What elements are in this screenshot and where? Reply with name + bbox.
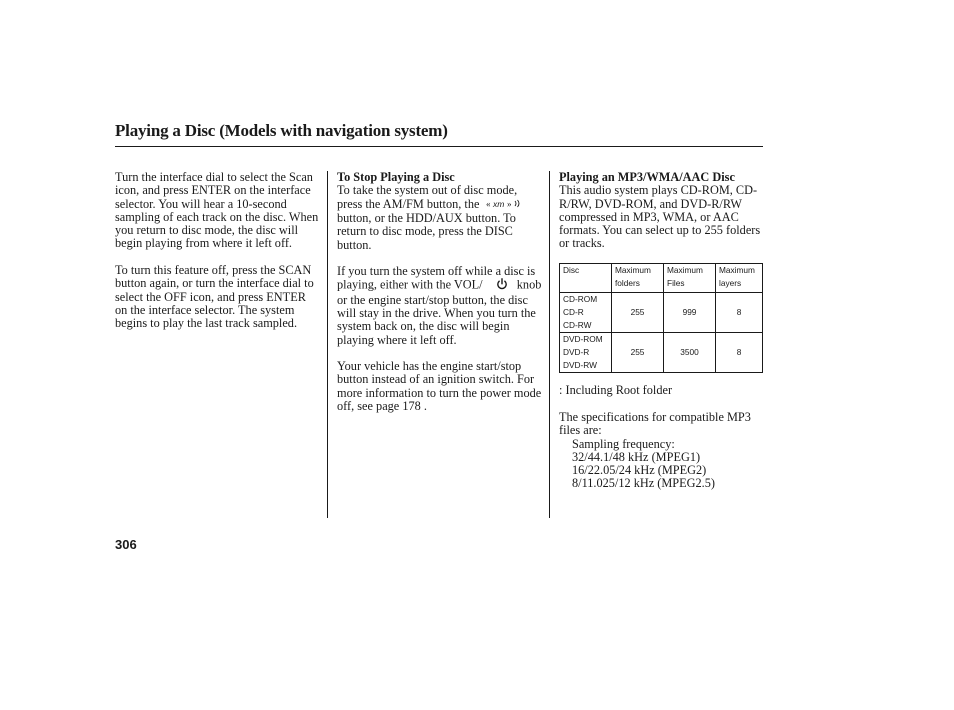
table-cell-disc: CD-ROM CD-R CD-RW (560, 293, 612, 333)
table-cell-files: 999 (664, 293, 716, 333)
table-header-row (560, 264, 763, 293)
power-icon (496, 278, 508, 293)
svg-text:»: » (506, 198, 512, 209)
table-footnote: : Including Root folder (559, 383, 673, 397)
table-row (560, 333, 763, 373)
stop-disc-heading: To Stop Playing a Disc (337, 170, 455, 184)
svg-text:«: « (485, 198, 491, 209)
scan-paragraph: Turn the interface dial to select the Scan icon, and press ENTER on the interface selector. You will hear a 10-second sampling of each track on the disc. When you return to disc mode, the disc will begin playing from where it left off. (115, 170, 319, 251)
spec-line: Sampling frequency: (572, 436, 675, 451)
table-cell-disc: DVD-ROM DVD-R DVD-RW (560, 333, 612, 373)
table-cell-layers: 8 (716, 333, 763, 373)
xm-radio-icon (486, 198, 524, 212)
mp3-disc-paragraph: This audio system plays CD-ROM, CD-R/RW, DVD-ROM, and DVD-R/RW compressed in MP3, WMA, or AAC formats. You can select up to 255 folders or tracks. (559, 183, 761, 251)
title-divider (115, 146, 763, 147)
disc-spec-table (559, 263, 763, 373)
scan-off-paragraph: To turn this feature off, press the SCAN button again, or turn the interface dial to select the OFF icon, and press ENTER on the interface selector. The system begins to play the last track sampled. (115, 263, 314, 331)
table-cell-folders: 255 (612, 293, 664, 333)
section-title: Playing a Disc (Models with navigation system) (115, 121, 448, 140)
table-header-cell: Disc (560, 264, 612, 293)
table-header-cell: Maximum Files (664, 264, 716, 293)
spec-line: 32/44.1/48 kHz (MPEG1) (572, 449, 701, 464)
mp3-disc-heading: Playing an MP3/WMA/AAC Disc (559, 170, 735, 184)
power-off-text-1: If you turn the system off while a disc is playing, either with the VOL/ (337, 264, 536, 292)
table-cell-folders: 255 (612, 333, 664, 373)
engine-button-paragraph: Your vehicle has the engine start/stop button instead of an ignition switch. For more information to turn the power mode off, see page 178 . (337, 359, 542, 414)
column-divider-1 (327, 171, 328, 518)
stop-disc-text-1: To take the system out of disc mode, press the AM/FM button, the (337, 183, 518, 211)
column-divider-2 (549, 171, 550, 518)
stop-disc-text-2: button, or the HDD/AUX button. To return to disc mode, press the DISC button. (337, 210, 516, 252)
column-1 (115, 171, 321, 331)
column-3 (559, 171, 765, 251)
column-2 (337, 171, 543, 413)
power-off-text-2: knob or the engine start/stop button, the disc will stay in the drive. When you turn the system back on, the disc will begin playing where it left off. (337, 277, 542, 347)
table-header-cell: Maximum layers (716, 264, 763, 293)
specs-intro: The specifications for compatible MP3 files are: (559, 410, 751, 438)
page-number: 306 (115, 537, 137, 552)
svg-text:xm: xm (492, 198, 504, 209)
spec-line: 8/11.025/12 kHz (MPEG2.5) (572, 476, 715, 491)
table-cell-files: 3500 (664, 333, 716, 373)
spec-line: 16/22.05/24 kHz (MPEG2) (572, 463, 707, 478)
mp3-specs (559, 411, 769, 491)
table-cell-layers: 8 (716, 293, 763, 333)
table-row (560, 293, 763, 333)
table-header-cell: Maximum folders (612, 264, 664, 293)
